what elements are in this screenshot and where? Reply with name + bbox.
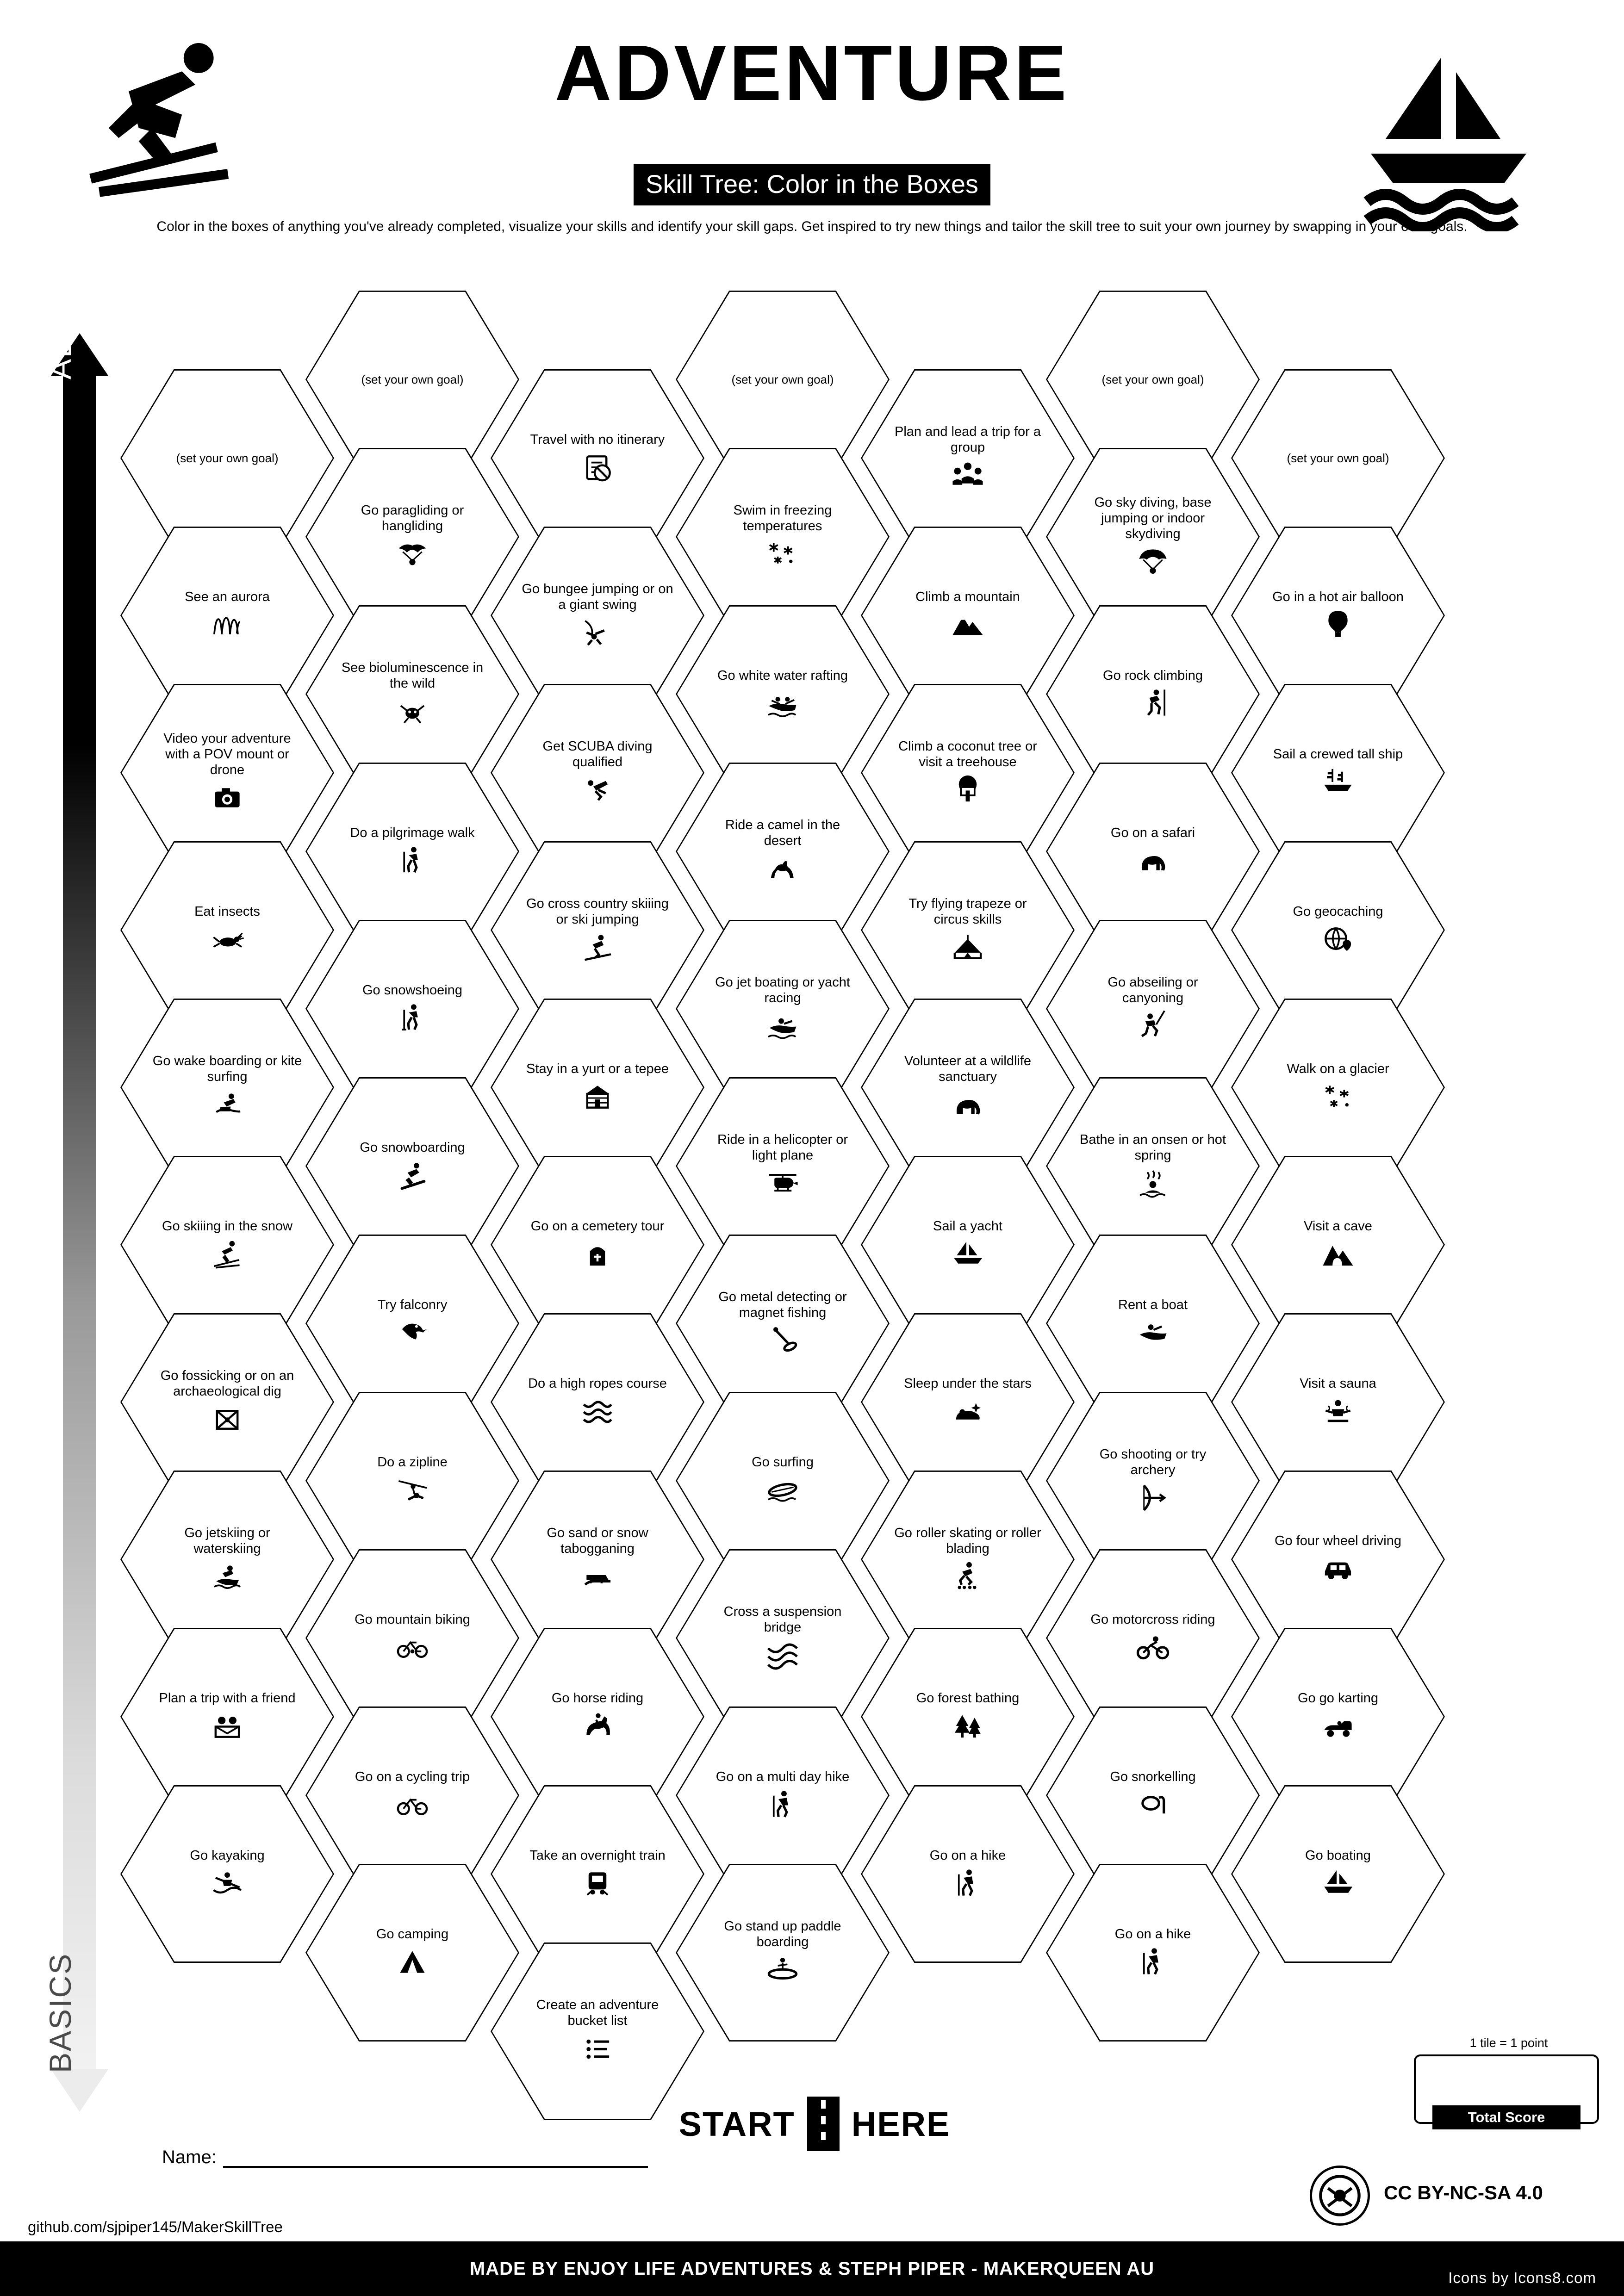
tile-content (1262, 589, 1414, 642)
tile-label: Swim in freezing temperatures (733, 503, 832, 534)
fossil-icon (208, 1402, 247, 1436)
tile-content (891, 1848, 1044, 1900)
tile-label: Go sand or snow tabogganing (547, 1525, 648, 1556)
tile-label: Go boating (1305, 1848, 1371, 1863)
helicopter-icon (763, 1166, 802, 1200)
paraglider-icon (393, 537, 432, 571)
skill-tile[interactable] (120, 1781, 334, 1967)
skill-tile[interactable] (1231, 1781, 1445, 1967)
tile-label: Go surfing (752, 1454, 814, 1470)
bungee-icon (578, 615, 617, 650)
tile-content (336, 825, 489, 878)
tile-content (706, 1132, 859, 1200)
onsen-icon (1133, 1166, 1172, 1200)
skill-tile[interactable] (861, 1781, 1075, 1967)
tile-content (521, 432, 674, 484)
bioluminescence-icon (393, 694, 432, 728)
tile-content (521, 1525, 674, 1594)
yurt-icon (578, 1080, 617, 1114)
cave-icon (1319, 1237, 1357, 1271)
snowshoe-icon (393, 1001, 432, 1035)
tile-label: Try falconry (377, 1297, 448, 1312)
backpacker-icon (763, 1787, 802, 1822)
tile-label: Go abseiling or canyoning (1108, 974, 1198, 1005)
tile-content (521, 1997, 674, 2066)
axis-label-advanced: ADVANCED (43, 201, 77, 379)
tile-label: Go motorcross riding (1090, 1612, 1215, 1627)
group-icon (948, 458, 987, 492)
tall-ship-icon (1319, 765, 1357, 799)
tile-label: Go snowshoeing (362, 982, 463, 998)
tile-content (891, 1218, 1044, 1271)
tile-label: Go cross country skiiing or ski jumping (526, 896, 669, 927)
tile-label: See bioluminescence in the wild (341, 660, 484, 691)
camel-icon (763, 851, 802, 886)
tile-content (521, 1218, 674, 1271)
tile-label: Create an adventure bucket list (536, 1997, 659, 2028)
tile-label: Go horse riding (551, 1690, 644, 1706)
tile-content (706, 1454, 859, 1507)
geocache-icon (1319, 922, 1357, 956)
tile-label: Go snorkelling (1110, 1769, 1196, 1784)
tile-content (1076, 825, 1229, 878)
raft-icon (763, 686, 802, 720)
zipline-icon (393, 1473, 432, 1507)
axis-label-basics: BASICS (43, 1952, 77, 2073)
tile-content (336, 1769, 489, 1822)
tile-label: Go geocaching (1293, 904, 1383, 919)
tile-label: Take an overnight train (529, 1848, 666, 1863)
sled-icon (578, 1559, 617, 1594)
treehouse-icon (948, 773, 987, 807)
tile-label: (set your own goal) (176, 451, 279, 465)
tile-content (1076, 668, 1229, 720)
surfboard-icon (763, 1473, 802, 1507)
tile-content (706, 372, 859, 387)
wakeboard-icon (208, 1087, 247, 1122)
tile-content (891, 1376, 1044, 1428)
tile-label: See an aurora (185, 589, 270, 604)
tile-content (1076, 1926, 1229, 1979)
hiker2-icon (948, 1866, 987, 1900)
tile-label: Bathe in an onsen or hot spring (1079, 1132, 1226, 1163)
tile-label: Go mountain biking (355, 1612, 470, 1627)
tile-label: Do a high ropes course (528, 1376, 667, 1391)
tile-content (706, 974, 859, 1043)
tile-label: Rent a boat (1118, 1297, 1188, 1312)
tile-label: (set your own goal) (1101, 372, 1204, 386)
tile-content (1076, 495, 1229, 579)
tile-label: Go paragliding or hangliding (361, 503, 464, 534)
archery-icon (1133, 1481, 1172, 1515)
footer-bar (0, 2241, 1624, 2296)
tile-label: Visit a sauna (1300, 1376, 1376, 1391)
list-icon (578, 2031, 617, 2066)
suv-icon (1319, 1551, 1357, 1586)
tile-label: Sleep under the stars (904, 1376, 1032, 1391)
tile-content (1076, 1769, 1229, 1822)
train-icon (578, 1866, 617, 1900)
license-text: CC BY-NC-SA 4.0 (1384, 2182, 1543, 2203)
tile-content (521, 1061, 674, 1114)
rollerblade-icon (948, 1559, 987, 1594)
tile-content (1262, 1376, 1414, 1428)
mountain-bike-icon (393, 1630, 432, 1664)
tile-label: Go metal detecting or magnet fishing (718, 1289, 847, 1320)
tile-content (336, 1297, 489, 1350)
tile-label: Volunteer at a wildlife sanctuary (904, 1053, 1032, 1084)
tile-content (706, 1918, 859, 1987)
ropes-icon (578, 1394, 617, 1428)
tile-content (336, 1140, 489, 1192)
yacht-icon (948, 1237, 987, 1271)
aurora-icon (208, 608, 247, 642)
tile-label: Go rock climbing (1103, 668, 1203, 683)
tile-label: Do a zipline (377, 1454, 448, 1470)
tile-content (151, 1368, 304, 1436)
tile-content (336, 660, 489, 728)
gokart-icon (1319, 1709, 1357, 1743)
tile-label: Visit a cave (1304, 1218, 1372, 1234)
snowboard-icon (393, 1158, 432, 1192)
jetboat-icon (763, 1009, 802, 1043)
tile-content (706, 1289, 859, 1358)
boat-icon (1133, 1316, 1172, 1350)
tile-content (891, 1690, 1044, 1743)
page-description: Color in the boxes of anything you've already completed, visualize your skills and identify your skill gaps. Get inspired to try new things and tailor the skill tree to suit your own journey by swapping in your own goals. (156, 219, 1468, 234)
tile-label: (set your own goal) (731, 372, 834, 386)
tile-content (1262, 1848, 1414, 1900)
tile-content (151, 904, 304, 956)
rock-climber-icon (1133, 686, 1172, 720)
abseil-icon (1133, 1009, 1172, 1043)
tile-content (706, 1769, 859, 1822)
sleeping-bag-icon (948, 1394, 987, 1428)
github-link[interactable]: github.com/sjpiper145/MakerSkillTree (28, 2218, 283, 2235)
tile-content (1262, 1218, 1414, 1271)
tile-label: Eat insects (194, 904, 260, 919)
tile-label: Go snowboarding (360, 1140, 465, 1155)
tile-content (151, 1848, 304, 1900)
tile-content (151, 1218, 304, 1271)
name-field[interactable] (162, 2147, 648, 2168)
tile-content (151, 589, 304, 642)
tile-content (1076, 372, 1229, 387)
tile-content (1076, 1132, 1229, 1200)
parachute-icon (1133, 545, 1172, 579)
gravestone-icon (578, 1237, 617, 1271)
creative-commons-icon (1310, 2166, 1370, 2226)
tile-label: Sail a yacht (933, 1218, 1002, 1234)
here-label: HERE (851, 2104, 951, 2143)
total-score-label: Total Score (1432, 2105, 1580, 2129)
tile-content (1262, 1061, 1414, 1114)
skill-tile[interactable] (305, 1860, 519, 2045)
name-input-line[interactable] (223, 2149, 648, 2168)
hiker3-icon (1133, 1945, 1172, 1979)
tile-content (336, 982, 489, 1035)
tile-content (706, 817, 859, 886)
tile-label: Go four wheel driving (1274, 1533, 1402, 1548)
tile-label: Go white water rafting (717, 668, 848, 683)
tile-label: Ride in a helicopter or light plane (717, 1132, 848, 1163)
tile-content (1262, 1533, 1414, 1586)
tile-content (891, 1053, 1044, 1122)
snorkel-icon (1133, 1787, 1172, 1822)
sailboat-small-icon (1319, 1866, 1357, 1900)
road-icon (807, 2097, 840, 2151)
tile-label: Travel with no itinerary (530, 432, 665, 447)
tent-icon (393, 1945, 432, 1979)
tile-label: Video your adventure with a POV mount or drone (163, 731, 291, 778)
tile-label: Go bungee jumping or on a giant swing (522, 581, 673, 612)
snowflakes-icon (763, 537, 802, 571)
tile-content (891, 589, 1044, 642)
tile-label: Go shooting or try archery (1099, 1446, 1207, 1477)
hiker-icon (393, 844, 432, 878)
tile-content (706, 668, 859, 720)
tile-label: Go on a safari (1110, 825, 1195, 840)
tile-label: Go kayaking (190, 1848, 265, 1863)
metal-detector-icon (763, 1323, 802, 1358)
total-score-box[interactable] (1414, 2054, 1599, 2142)
tile-content (336, 1612, 489, 1664)
tile-label: Sail a crewed tall ship (1273, 746, 1403, 762)
footer-credit: MADE BY ENJOY LIFE ADVENTURES & STEPH PIPER - MAKERQUEEN AU (469, 2258, 1155, 2279)
tile-label: Go stand up paddle boarding (724, 1918, 841, 1949)
tile-label: Plan a trip with a friend (159, 1690, 296, 1706)
tile-label: Go forest bathing (916, 1690, 1020, 1706)
scuba-icon (578, 773, 617, 807)
jetski-icon (208, 1559, 247, 1594)
tile-label: Stay in a yurt or a tepee (526, 1061, 669, 1076)
tile-content (151, 1053, 304, 1122)
tile-label: Go on a cycling trip (355, 1769, 470, 1784)
tile-label: Ride a camel in the desert (725, 817, 840, 848)
tile-label: Go roller skating or roller blading (894, 1525, 1041, 1556)
start-label: START (678, 2104, 795, 2143)
tile-label: (set your own goal) (361, 372, 464, 386)
tile-content (521, 581, 674, 650)
icons8-credit: Icons by Icons8.com (1448, 2269, 1596, 2286)
tile-content (1262, 746, 1414, 799)
tile-content (521, 896, 674, 964)
motocross-icon (1133, 1630, 1172, 1664)
tile-content (1076, 1612, 1229, 1664)
tile-label: Go on a hike (929, 1848, 1006, 1863)
circus-tent-icon (948, 930, 987, 964)
paddleboard-icon (763, 1953, 802, 1987)
horse-icon (578, 1709, 617, 1743)
tile-content (151, 731, 304, 815)
tile-label: Plan and lead a trip for a group (895, 424, 1041, 455)
insect-icon (208, 922, 247, 956)
falcon-icon (393, 1316, 432, 1350)
tile-content (521, 1376, 674, 1428)
tile-label: Go skiiing in the snow (162, 1218, 293, 1234)
tile-label: Go jet boating or yacht racing (715, 974, 850, 1005)
bicycle-icon (393, 1787, 432, 1822)
skill-tile[interactable] (1046, 1860, 1260, 2045)
tile-content (891, 424, 1044, 492)
tile-label: Go on a multi day hike (716, 1769, 850, 1784)
tile-content (1076, 974, 1229, 1043)
tile-content (151, 1525, 304, 1594)
name-label: Name: (162, 2147, 217, 2167)
forest-icon (948, 1709, 987, 1743)
tile-label: Try flying trapeze or circus skills (908, 896, 1027, 927)
tile-content (521, 1690, 674, 1743)
camera-icon (208, 781, 247, 815)
tile-label: Go camping (376, 1926, 449, 1942)
tile-label: Go sky diving, base jumping or indoor skydiving (1094, 495, 1212, 542)
tile-content (891, 896, 1044, 964)
tile-label: Climb a mountain (915, 589, 1020, 604)
tile-content (151, 1690, 304, 1743)
tile-label: Walk on a glacier (1287, 1061, 1389, 1076)
cross-country-ski-icon (578, 930, 617, 964)
tile-content (336, 1454, 489, 1507)
tile-content (336, 503, 489, 571)
kayak-icon (208, 1866, 247, 1900)
tile-content (1076, 1297, 1229, 1350)
tile-label: Cross a suspension bridge (723, 1604, 842, 1635)
sauna-icon (1319, 1394, 1357, 1428)
elephant-icon (948, 1087, 987, 1122)
tile-label: (set your own goal) (1287, 451, 1389, 465)
tile-label: Go go karting (1297, 1690, 1379, 1706)
score-note: 1 tile = 1 point (1469, 2036, 1548, 2050)
tile-label: Get SCUBA diving qualified (542, 738, 653, 769)
hot-air-balloon-icon (1319, 608, 1357, 642)
tile-label: Do a pilgrimage walk (350, 825, 475, 840)
tile-content (706, 503, 859, 571)
start-here-marker (634, 2094, 995, 2154)
tile-content (336, 1926, 489, 1979)
tile-label: Go on a hike (1114, 1926, 1191, 1942)
tile-label: Go in a hot air balloon (1272, 589, 1404, 604)
safari-elephant-icon (1133, 844, 1172, 878)
tile-label: Go wake boarding or kite surfing (152, 1053, 302, 1084)
page-title: ADVENTURE (554, 29, 1070, 117)
tile-content (1262, 451, 1414, 465)
skill-tile[interactable] (676, 1860, 890, 2045)
tile-content (1076, 1446, 1229, 1515)
friends-map-icon (208, 1709, 247, 1743)
tile-content (891, 738, 1044, 807)
tile-content (1262, 904, 1414, 956)
bridge-icon (763, 1638, 802, 1672)
tile-content (151, 451, 304, 465)
tile-content (521, 1848, 674, 1900)
no-itinerary-icon (578, 450, 617, 484)
glacier-icon (1319, 1080, 1357, 1114)
tile-content (891, 1525, 1044, 1594)
tile-label: Go fossicking or on an archaeological dig (160, 1368, 294, 1399)
page-subtitle: Skill Tree: Color in the Boxes (634, 164, 990, 205)
tile-content (706, 1604, 859, 1672)
tile-label: Go jetskiing or waterskiing (184, 1525, 270, 1556)
tile-label: Go on a cemetery tour (530, 1218, 665, 1234)
tile-content (1262, 1690, 1414, 1743)
mountain-icon (948, 608, 987, 642)
skier-icon (208, 1237, 247, 1271)
tile-content (336, 372, 489, 387)
tile-content (521, 738, 674, 807)
tile-label: Climb a coconut tree or visit a treehouse (898, 738, 1037, 769)
